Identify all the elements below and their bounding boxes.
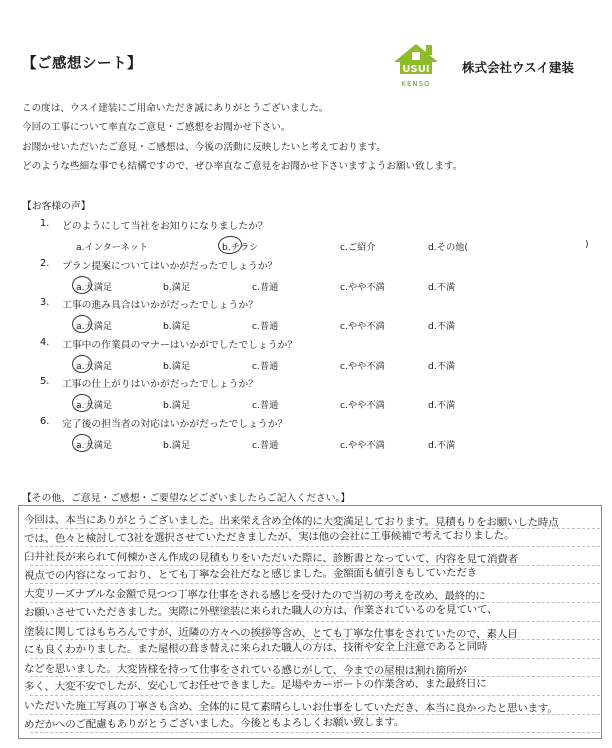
question-text: プラン提案についてはいかがだったでしょうか？ — [62, 260, 278, 272]
ruled-line — [30, 658, 600, 659]
intro-text — [22, 99, 462, 176]
answer-option: a.大満足 — [76, 439, 113, 451]
answer-option: b.満足 — [163, 360, 191, 372]
ruled-line — [30, 583, 600, 584]
ruled-line — [30, 695, 600, 696]
answer-option: c.やや不満 — [340, 281, 385, 293]
answer-option: c.普通 — [252, 321, 279, 332]
intro-line: この度は、ウスイ建装にご用命いただき誠にありがとうございました。 — [22, 103, 329, 114]
company-name: 株式会社ウスイ建装 — [462, 60, 574, 75]
answer-option: d.不満 — [428, 281, 456, 293]
answer-option: a.大満足 — [76, 281, 113, 293]
question-text: どのようにして当社をお知りになりましたか？ — [62, 221, 268, 232]
handwritten-line: にも良くわかりました。また屋根の葺き替えに来られた職人の方は、技術や安全上注意であると同時 — [23, 640, 488, 657]
handwritten-line: では、色々と検討して3社を選択させていただきましたが、実は他の会社に工事候補で考えておりました。 — [23, 529, 515, 545]
intro-line: どのような些細な事でも結構ですので、ぜひ率直なご意見をお聞かせ下さいますようお願い致します。 — [22, 160, 463, 172]
sheet-title: 【ご感想シート】 — [22, 56, 142, 72]
answer-option: c.やや不満 — [340, 400, 385, 411]
answer-option: c.普通 — [252, 281, 279, 293]
handwritten-line: 塗装に関してはもちろんですが、近隣の方々への挨拶等含め、とても丁寧な仕事をされていたので、素人目 — [23, 625, 518, 641]
answer-option: d.不満 — [428, 360, 456, 372]
answer-option: d.不満 — [428, 400, 456, 411]
handwritten-line: などを思いました。大変皆様を持って仕事をされている感じがして、今までの屋根は割れ箇所が — [23, 662, 467, 678]
answer-option: c.普通 — [252, 360, 279, 372]
answer-option: c.やや不満 — [340, 360, 385, 372]
handwritten-line: 視点での内容になっており、とても丁寧な会社だなと感じました。金額面も値引きもしていただき — [23, 566, 477, 582]
svg-text:USUI: USUI — [402, 64, 430, 75]
handwritten-line: 大変リーズナブルな金額で見つつ丁寧な仕事をされる感じを受けたので当初の考えを改め、最終的に — [23, 588, 486, 603]
question-number: 6. — [40, 415, 50, 427]
handwritten-line: 今回は、本当にありがとうございました。出来栄え含め全体的に大変満足しております。見積もりをお願いした時点 — [23, 514, 559, 529]
answer-option: b.満足 — [163, 439, 191, 451]
answer-option: b.チラシ — [222, 242, 259, 253]
intro-line: お聞かせいただいたご意見・ご感想は、今後の活動に反映したいと考えております。 — [22, 141, 386, 153]
comments-label: 【その他、ご意見・ご感想・ご要望などございましたらご記入ください。】 — [22, 493, 351, 504]
answer-option: d.不満 — [428, 439, 456, 451]
svg-text:KENSO: KENSO — [401, 80, 431, 88]
company-logo — [388, 38, 444, 90]
question-text: 工事の仕上がりはいかがだったでしょうか？ — [62, 379, 258, 390]
answer-option: a.大満足 — [76, 321, 113, 332]
question-text: 工事中の作業員のマナーはいかがでしたでしょうか？ — [62, 339, 298, 351]
ruled-line — [30, 732, 600, 733]
handwritten-line: めだかへのご配慮もありがとうございました。今後ともよろしくお願い致します。 — [23, 715, 405, 731]
handwritten-line: 多く、大変不安でしたが、安心してお任せできました。足場やカーポートの作業含め、また最終日に — [23, 678, 487, 694]
question-text: 完了後の担当者の対応はいかがだったでしょうか？ — [62, 418, 288, 430]
answer-option: b.満足 — [163, 281, 191, 293]
ruled-line — [30, 546, 600, 547]
answer-option: b.満足 — [163, 400, 191, 411]
answer-option: d.不満 — [428, 321, 456, 332]
question-number: 4. — [40, 336, 50, 348]
answer-option: ) — [585, 239, 589, 250]
answer-option: c.ご紹介 — [340, 242, 376, 253]
answer-option: a.大満足 — [76, 360, 113, 372]
answer-option: d.その他( — [428, 242, 468, 253]
question-number: 1. — [40, 218, 50, 229]
answer-option: c.やや不満 — [340, 321, 385, 332]
question-number: 2. — [40, 257, 50, 269]
answer-option: a.大満足 — [76, 400, 113, 411]
question-number: 5. — [40, 376, 50, 387]
answer-option: c.普通 — [252, 439, 279, 451]
handwritten-line: 臼井社長が来られて何棟かさん作成の見積もりをいただいた際に、診断書となっていて、内容を見て消費者 — [23, 551, 518, 566]
answer-option: c.普通 — [252, 400, 279, 411]
customer-voice-label: 【お客様の声】 — [22, 201, 91, 212]
question-text: 工事の進み具合はいかがだったでしょうか？ — [62, 300, 258, 311]
house-logo-icon — [388, 38, 444, 90]
answer-option: c.やや不満 — [340, 439, 385, 451]
handwritten-line: いただいた施工写真の丁寧さも含め、全体的に見て素晴らしいお仕事をしていただき、本当に良かったと思います。 — [23, 700, 558, 715]
intro-line: 今回の工事について率直なご意見・ご感想をお聞かせ下さい。 — [22, 122, 291, 134]
answer-option: b.満足 — [163, 321, 191, 332]
answer-option: a.インターネット — [76, 242, 149, 253]
ruled-line — [30, 621, 600, 622]
handwritten-line: お願いさせていただきました。実際に外壁塗装に来られた職人の方は、作業されているのを見ていて、 — [23, 603, 498, 619]
question-number: 3. — [40, 297, 50, 308]
